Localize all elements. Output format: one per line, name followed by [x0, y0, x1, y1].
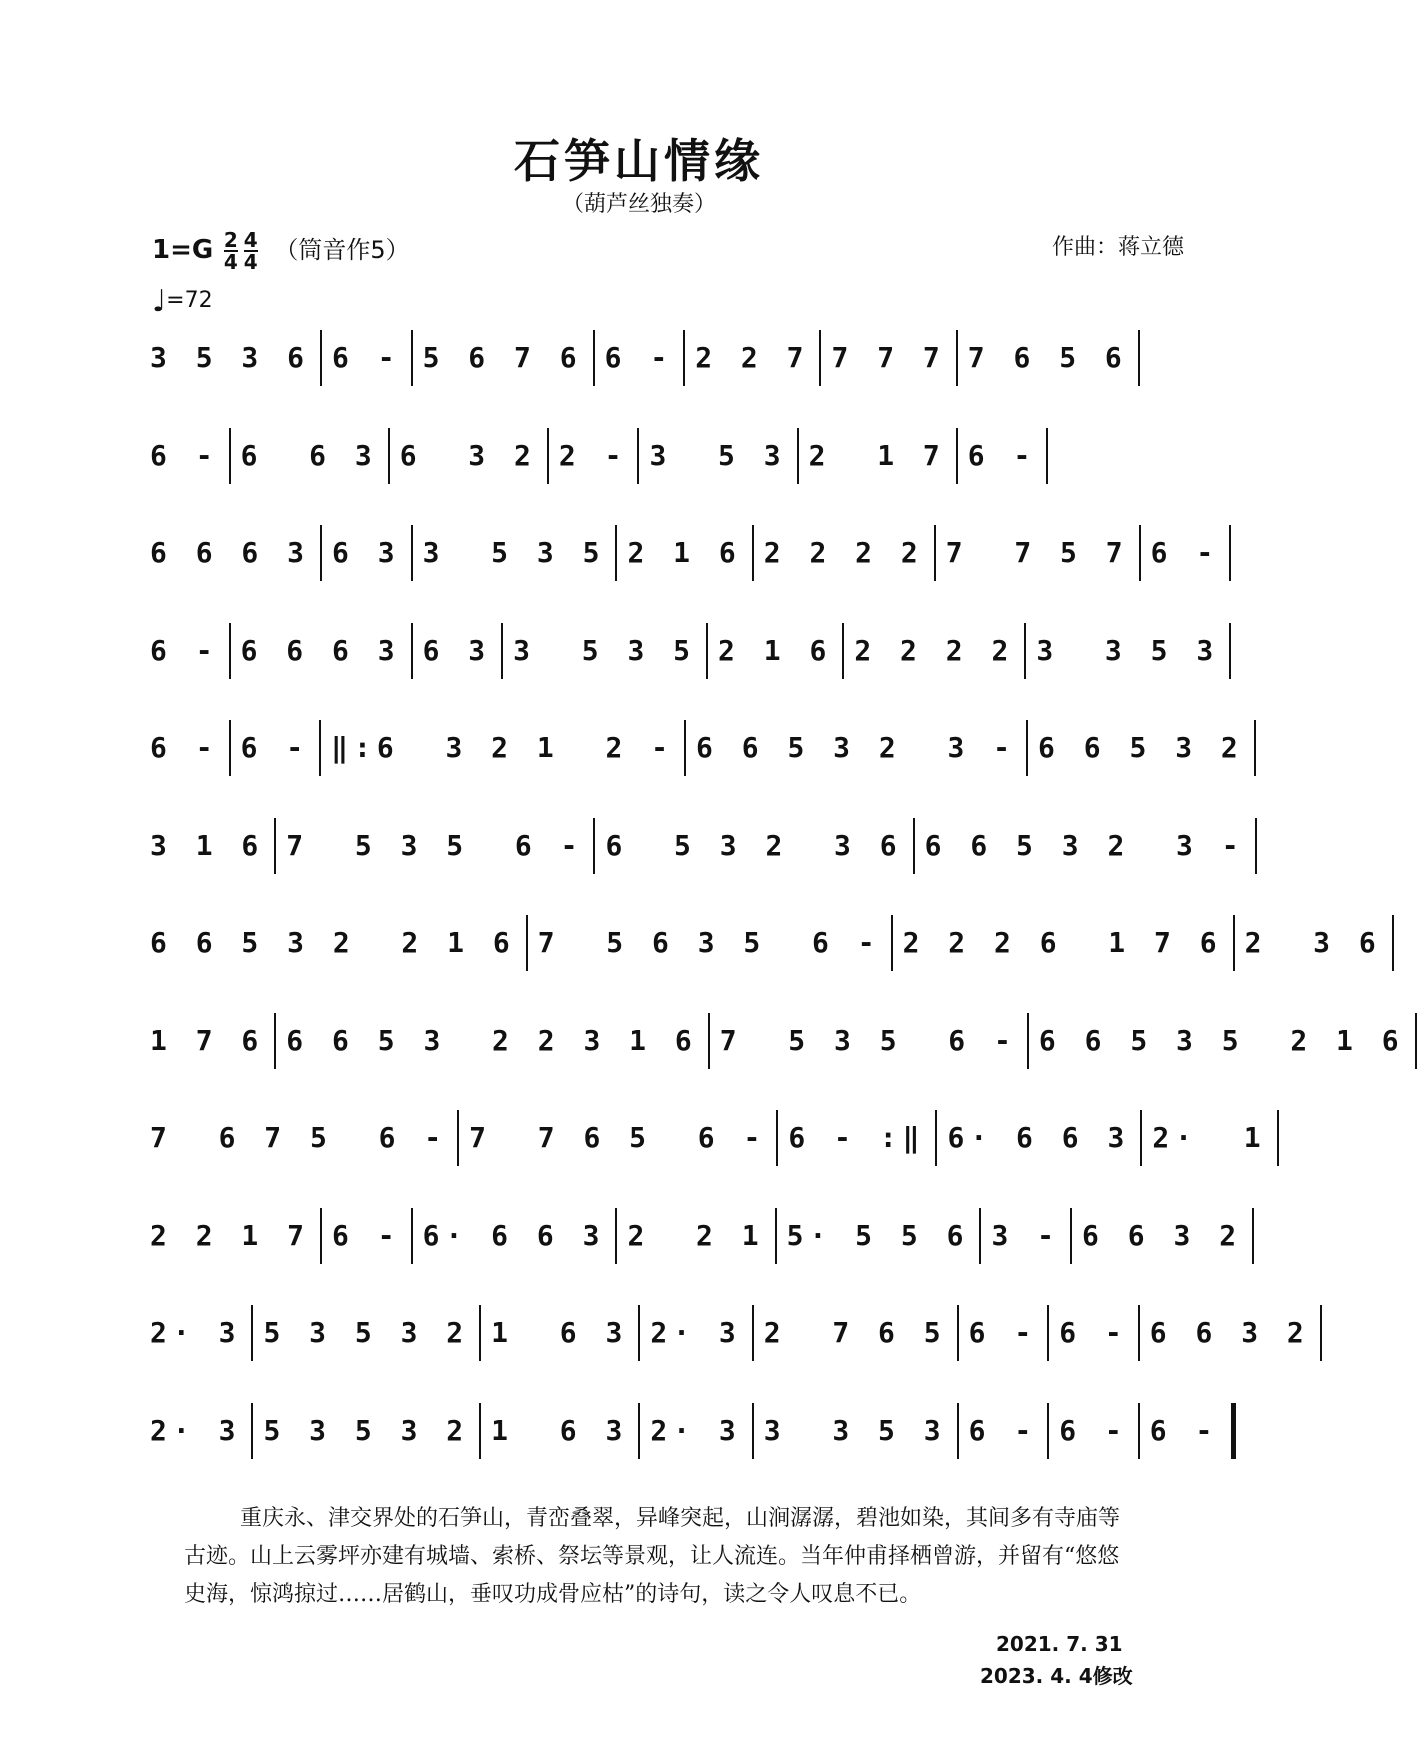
- measure: 6 5 3 2 3 6: [593, 818, 912, 874]
- measure: 2 7 6 5: [752, 1305, 957, 1361]
- measure: 2 1 6: [706, 623, 842, 679]
- measure: 6 -: [957, 1305, 1048, 1361]
- measure: 6 -: [150, 438, 219, 472]
- score-line: [146, 1305, 1310, 1403]
- measure: 6 6 5 3 2 3 -: [684, 720, 1026, 776]
- barline: [1046, 428, 1048, 484]
- measure: 3 5 3 6: [150, 341, 311, 374]
- measure: 2· 1: [1140, 1110, 1276, 1166]
- measure: 2· 3: [150, 1413, 242, 1447]
- barline: [1255, 818, 1257, 874]
- measure: 6 -: [320, 1208, 411, 1264]
- measure: 2 -: [547, 428, 638, 484]
- measure: 3 3 5 3: [1024, 623, 1229, 679]
- score-line: [146, 1403, 1219, 1501]
- measure: 2 2 2 2: [752, 525, 934, 581]
- measure: 6 6 3: [229, 428, 388, 484]
- score-line: [146, 1110, 1267, 1208]
- barline: [1229, 525, 1231, 581]
- measure: 6 -: [957, 1403, 1048, 1459]
- measure: 6 -: [1047, 1403, 1138, 1459]
- composer: 作曲：蒋立德: [1051, 235, 1184, 260]
- score-line: [146, 525, 1220, 623]
- barline: [1277, 1110, 1279, 1166]
- measure: 5 6 7 6: [411, 330, 593, 386]
- quarter-note-icon: ♩: [152, 284, 167, 319]
- measure: 3 5 3 5: [411, 525, 616, 581]
- measure: 3 1 6: [150, 828, 265, 862]
- measure: 3 5 3: [637, 428, 796, 484]
- measure: 2· 3: [638, 1403, 751, 1459]
- barline: [1229, 623, 1231, 679]
- description-text: 重庆永、津交界处的石笋山，青峦叠翠，异峰突起，山涧潺潺，碧池如染，其间多有寺庙等古迹。山上云雾坪亦建有城墙、索桥、祭坛等景观，让人流连。当年仲甫择栖曾游，并留有“悠悠史海，惊鸿掠过……居鹤山，垂叹功成骨应枯”的诗句，读之令人叹息不已。: [184, 1506, 1121, 1607]
- measure: 6 6 3 2: [1138, 1305, 1320, 1361]
- barline: [1138, 330, 1140, 386]
- measure: 6 -: [320, 330, 411, 386]
- measure: 1 6 3: [479, 1403, 638, 1459]
- measure: 6 -: [593, 330, 684, 386]
- measure: 7 7 7: [819, 330, 955, 386]
- measure: 7 5 3 5 6 -: [708, 1013, 1027, 1069]
- measure: 6 3: [411, 623, 502, 679]
- tempo-marking: [152, 284, 213, 319]
- measure: 6· 6 6 3: [411, 1208, 616, 1264]
- measure: 3 5 3 5: [501, 623, 706, 679]
- measure: 2 2 1 7: [150, 1218, 311, 1252]
- measure: 2 2 7: [683, 330, 819, 386]
- measure: 6 - :‖: [776, 1110, 935, 1166]
- score-line: [146, 818, 1245, 916]
- measure: 2 1 7: [797, 428, 956, 484]
- measure: 6 6 5 3 2 2 3 1 6: [274, 1013, 707, 1069]
- page-title: 石笋山情缘: [514, 134, 764, 188]
- score-line: [146, 330, 1196, 428]
- measure: 6 -: [1138, 1403, 1229, 1459]
- measure: 2· 3: [150, 1316, 242, 1349]
- score-line: [146, 623, 1220, 721]
- measure: 5· 5 5 6: [775, 1208, 980, 1264]
- measure: 7 6 7 5 6 -: [150, 1121, 448, 1154]
- measure: 6 6 5 3 5 2 1 6: [1027, 1013, 1415, 1069]
- measure: ‖:6 3 2 1 2 -: [319, 720, 684, 776]
- measure: 2 2 2 6 1 7 6: [891, 915, 1233, 971]
- measure: 2 2 2 2: [842, 623, 1024, 679]
- measure: 1 7 6: [150, 1023, 265, 1057]
- measure: 6 6 6 3: [229, 623, 411, 679]
- measure: 3 3 5 3: [752, 1403, 957, 1459]
- measure: 6 3: [320, 525, 411, 581]
- score-line: [146, 720, 1244, 818]
- measure: 3 -: [979, 1208, 1070, 1264]
- barline: [1415, 1013, 1417, 1069]
- date-written: 2021. 7. 31: [996, 1632, 1123, 1656]
- score: [146, 330, 1405, 1500]
- subtitle: （葫芦丝独奏）: [561, 192, 716, 217]
- score-line: [146, 428, 1196, 526]
- measure: 6 6 5 3 2 2 1 6: [150, 926, 516, 959]
- measure: 6 3 2: [388, 428, 547, 484]
- measure: 7 5 6 3 5 6 -: [526, 915, 891, 971]
- measure: 7 7 5 7: [934, 525, 1139, 581]
- measure: 6 6 5 3 2 3 -: [913, 818, 1255, 874]
- barline: [1392, 915, 1394, 971]
- barline: [1254, 720, 1256, 776]
- measure: 7 7 6 5 6 -: [457, 1110, 776, 1166]
- key-signature: [152, 230, 410, 272]
- time-signature-1: $\frac{2}{4}$: [223, 228, 238, 274]
- key-note: （筒音作5）: [274, 236, 410, 264]
- measure: 6 -: [229, 720, 320, 776]
- measure: 1 6 3: [479, 1305, 638, 1361]
- barline: [1252, 1208, 1254, 1264]
- measure: 5 3 5 3 2: [251, 1305, 479, 1361]
- measure: 7 5 3 5 6 -: [274, 818, 593, 874]
- key-label: 1=G: [152, 235, 214, 265]
- measure: 7 6 5 6: [956, 330, 1138, 386]
- barline: [1320, 1305, 1322, 1361]
- score-line: [146, 1013, 1405, 1111]
- score-line: [146, 915, 1382, 1013]
- barline: [1231, 1403, 1236, 1459]
- measure: 6 -: [150, 633, 219, 667]
- date-revised: 2023. 4. 4修改: [980, 1664, 1133, 1688]
- measure: 6 6 3 2: [1070, 1208, 1252, 1264]
- measure: 5 3 5 3 2: [251, 1403, 479, 1459]
- measure: 2 1 6: [615, 525, 751, 581]
- measure: 6 -: [150, 731, 219, 764]
- measure: 6 -: [956, 428, 1047, 484]
- tempo-value: =72: [166, 288, 213, 313]
- measure: 6 6 6 3: [150, 536, 311, 569]
- measure: 2 3 6: [1233, 915, 1392, 971]
- measure: 6· 6 6 3: [935, 1110, 1140, 1166]
- score-line: [146, 1208, 1243, 1306]
- measure: 2 2 1: [615, 1208, 774, 1264]
- measure: 6 6 5 3 2: [1026, 720, 1254, 776]
- measure: 6 -: [1139, 525, 1230, 581]
- measure: 6 -: [1047, 1305, 1138, 1361]
- measure: 2· 3: [638, 1305, 751, 1361]
- time-signature-2: $\frac{4}{4}$: [243, 228, 258, 274]
